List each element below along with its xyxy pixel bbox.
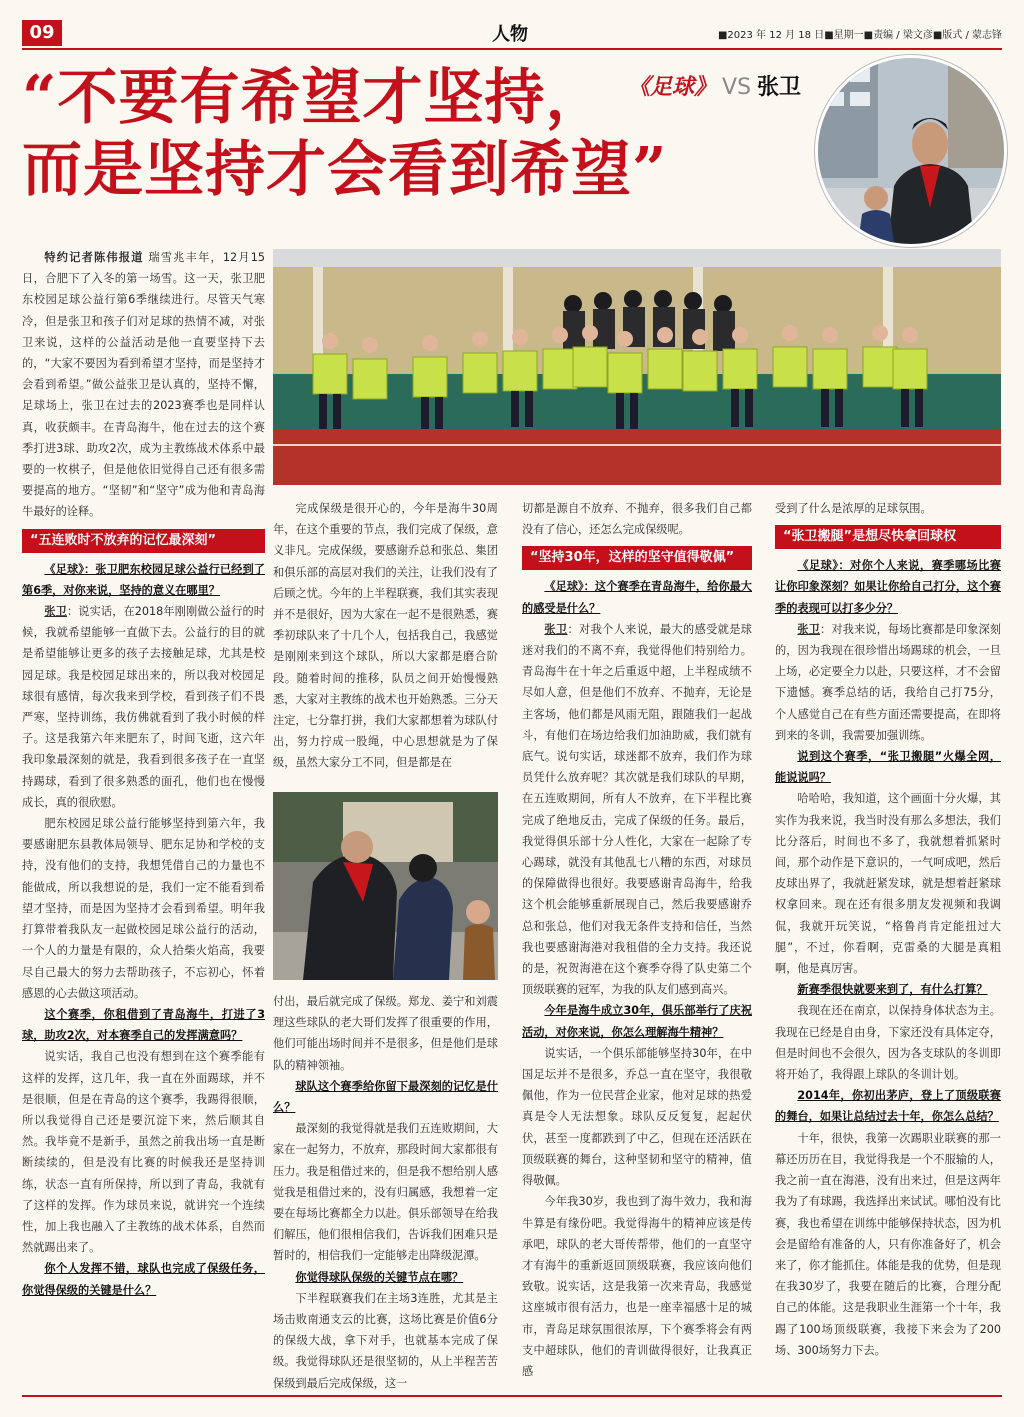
portrait-illustration xyxy=(818,58,1004,244)
article-column-4 xyxy=(775,498,1001,1361)
section-title: 人物 xyxy=(492,24,528,45)
answer-speaker: 张卫 xyxy=(44,605,67,619)
interviewee-name: 张卫 xyxy=(757,75,802,100)
question: 说到这个赛季，“张卫搬腿”火爆全网，能说说吗？ xyxy=(775,750,1001,785)
byline: 特约记者陈伟报道 xyxy=(44,251,144,264)
article-column-1 xyxy=(22,247,265,1301)
magazine-name: 《足球》 xyxy=(628,75,717,100)
answer-speaker: 张卫 xyxy=(797,622,821,636)
lead-paragraph xyxy=(22,247,265,523)
article-column-3 xyxy=(522,498,752,1382)
answer-paragraph xyxy=(22,601,265,813)
article-column-2b xyxy=(273,991,498,1394)
question: 2014年，你初出茅庐，登上了顶级联赛的舞台，如果让总结过去十年，你怎么总结？ xyxy=(775,1089,1001,1124)
answer-text: ：对我来说，每场比赛都是印象深刻的，因为我现在很珍惜出场踢球的机会，一旦上场，必定要全力以赴，只要这样，才不会留下遗憾。赛季总结的话，我给自己打75分，个人感觉自己在有些方面还需要提高，在即将到来的冬训，我需要加强训练。 xyxy=(775,622,1001,742)
question: 今年是海牛成立30年，俱乐部举行了庆祝活动，对你来说，你怎么理解海牛精神？ xyxy=(522,1004,752,1039)
question: 《足球》：这个赛季在青岛海牛，给你最大的感受是什么？ xyxy=(522,580,752,615)
issue-meta: ■2023 年 12 月 18 日■星期一■责编 / 梁文彦■版式 / 蒙志锋 xyxy=(717,30,1002,41)
interview-tag xyxy=(628,70,801,101)
paragraph: 哈哈哈，我知道，这个画面十分火爆，其实作为我来说，我当时没有那么多想法，我们比分落后，时间也不多了，我就想着抓紧时间，那个动作是下意识的，一气呵成吧，然后皮球出界了，我就赶紧发球，就是想着赶紧球权拿回来。现在还有很多朋友发视频和我调侃，我就开玩笑说，“格鲁肖肯定能扭过大腿”，不过，你看啊，克雷桑的大腿是真粗啊，他是真厉害。 xyxy=(775,792,1001,976)
subheading-2: “坚持30年，这样的坚守值得敬佩” xyxy=(522,546,752,570)
paragraph: 十年，很快，我第一次踢职业联赛的那一幕还历历在目，我觉得我是一个不服输的人，我之前一直在海港，没有出来过，但是这两年我为了有球踢，我选择出来试试。哪怕没有比赛，我也希望在训练中能够保持状态，因为机会是留给有准备的人，只有你准备好了，机会来了，你才能抓住。体能是我的优势，但是现在我30岁了，我要在随后的比赛，合理分配自己的体能。这是我职业生涯第一个十年，我踢了100场顶级联赛，我接下来会为了200场、300场努力下去。 xyxy=(775,1131,1001,1357)
answer-speaker: 张卫 xyxy=(544,622,568,636)
question: 这个赛季，你租借到了青岛海牛，打进了3球，助攻2次，对本赛季自己的发挥满意吗？ xyxy=(22,1007,265,1043)
answer-text: ：对我个人来说，最大的感受就是球迷对我们的不离不弃，我觉得他们特别给力。青岛海牛在十年之后重返中超，上半程成绩不尽如人意，但是他们不放弃、不抛弃，无论是主客场，他们都是风雨无阻，跟随我们一起战斗，有他们在场边给我们加油助威，我们就有底气。说句实话，球迷都不放弃，我们作为球员凭什么放弃呢？其次就是我们球队的早期，在五连败期间，所有人不放弃，在下半程比赛完成了绝地反击，完成了保级的任务。最后，我觉得俱乐部十分人性化，大家在一起除了专心踢球，就没有其他乱七八糟的东西，对球员的保障做得也很好。我要感谢青岛海牛，给我这个机会能够重新展现自己，然后我要感谢乔总和张总，他们对我无条件支持和信任，当然我也要感谢海港对我租借的全力支持。我还说的是，祝贺海港在这个赛季夺得了队史第二个顶级联赛的冠军，为我的队友们感到高兴。 xyxy=(522,622,752,997)
answer-paragraph xyxy=(775,619,1001,746)
question: 新赛季很快就要来到了，有什么打算？ xyxy=(797,983,988,997)
question: 你个人发挥不错，球队也完成了保级任务，你觉得保级的关键是什么？ xyxy=(22,1262,265,1297)
paragraph: 下半程联赛我们在主场3连胜，尤其是主场击败南通支云的比赛，这场比赛是价值6分的保级大战，拿下对手，也就基本完成了保级。我觉得球队还是很坚韧的，从上半程苦苦保级到最后完成保级，这一 xyxy=(273,1291,498,1390)
footer-rule xyxy=(22,1395,1002,1397)
paragraph: 付出，最后就完成了保级。郑龙、姜宁和刘震理这些球队的老大哥们发挥了很重要的作用，他们可能出场时间并不是很多，但是他们是球队的精神领袖。 xyxy=(273,995,498,1072)
paragraph: 最深刻的我觉得就是我们五连败期间，大家在一起努力，不放弃，那段时间大家都很有压力。我是租借过来的，但是我不想给别人感觉我是租借过来的，没有归属感，我想着一定要在每场比赛都全力以赴。俱乐部领导在给我们解压，他们很相信我们，告诉我们困难只是暂时的，相信我们一定能够走出降级泥潭。 xyxy=(273,1122,498,1263)
headline-line-1: “不要有希望才坚持， xyxy=(22,63,607,133)
question: 《足球》：张卫肥东校园足球公益行已经到了第6季，对你来说，坚持的意义在哪里？ xyxy=(22,562,265,597)
answer-text: ：说实话，在2018年刚刚做公益行的时候，我就希望能够一直做下去。公益行的目的就是希望能够让更多的孩子去接触足球，尤其是校园足球。我是校园足球出来的，所以我对校园足球很有感情，每次我来到学校，看到孩子们不畏严寒，坚持训练，我仿佛就看到了我小时候的样子。这是我第六年来肥东了，时间飞逝，这六年我印象最深刻的就是，我看到很多孩子在一直坚持踢球，看到了很多熟悉的面孔，他们也在慢慢成长，真的很欣慰。 xyxy=(22,605,265,809)
question: 球队这个赛季给你留下最深刻的记忆是什么？ xyxy=(273,1079,498,1115)
headline-line-2: 而是坚持才会看到希望” xyxy=(22,135,668,205)
group-photo xyxy=(273,249,1001,485)
answer-paragraph xyxy=(522,619,752,1001)
paragraph: 说实话，我自己也没有想到在这个赛季能有这样的发挥，这几年，我一直在外面踢球，并不是很顺，但是在青岛的这个赛季，我踢得很顺，所以我觉得自己还是要沉淀下来，然后顺其自然。我毕竟不是新手，虽然之前我出场一直是断断续续的，但是没有比赛的时候我还是坚持训练，状态一直有所保持，所以到了青岛，我就有了这样的发挥。作为球员来说，就讲究一个连续性，加上我也融入了主教练的战术体系，自然而然就踢出来了。 xyxy=(22,1050,265,1255)
subheading-1: “五连败时不放弃的记忆最深刻” xyxy=(22,529,265,553)
paragraph: 今年我30岁，我也到了海牛效力，我和海牛算是有缘份吧。我觉得海牛的精神应该是传承吧，球队的老大哥传帮带，他们的一直坚守才有海牛的重新返回顶级联赛，我应该向他们致敬。说实话，这是我第一次来青岛，我感觉这座城市很有活力，也是一座幸福感十足的城市，青岛足球氛围很浓厚，下个赛季将会有两支中超球队，他们的青训做得很好，让我真正感 xyxy=(522,1195,752,1378)
page-number: 09 xyxy=(22,20,62,46)
paragraph: 说实话，一个俱乐部能够坚持30年，在中国足坛并不是很多，乔总一直在坚守，我很敬佩他，作为一位民营企业家，他对足球的热爱真是令人无法想象。球队反反复复，起起伏伏，甚至一度都跌到了中乙，但现在还活跃在顶级联赛的舞台，这种坚韧和坚守的精神，值得敬佩。 xyxy=(522,1046,752,1188)
question: 《足球》：对你个人来说，赛季哪场比赛让你印象深刻？如果让你给自己打分，这个赛季的表现可以打多少分？ xyxy=(775,559,1001,615)
paragraph: 切都是源自不放弃、不抛弃，很多我们自己都没有了信心，还怎么完成保级呢。 xyxy=(522,502,752,537)
handshake-photo-illustration xyxy=(273,792,498,980)
paragraph: 受到了什么是浓厚的足球氛围。 xyxy=(775,502,932,515)
paragraph: 我现在还在南京，以保持身体状态为主。我现在已经是自由身，下家还没有具体定夺，但是时间也不会很久，因为各支球队的冬训即将开始了，我得跟上球队的冬训计划。 xyxy=(775,1004,1001,1082)
lead-text: 瑞雪兆丰年，12月15日，合肥下了入冬的第一场雪。这一天，张卫肥东校园足球公益行第6季继续进行。尽管天气寒冷，但是张卫和孩子们对足球的热情不减，对张卫来说，这样的公益活动是他一直要坚持下去的，“大家不要因为看到希望才坚持，而是坚持才会看到希望。”做公益张卫是认真的，坚持不懈，足球场上，张卫在过去的2023赛季也是同样认真，收获颇丰。在青岛海牛，他在过去的这个赛季打进3球、助攻2次，成为主教练战术体系中最要的一枚棋子，但是他依旧觉得自己还有很多需要提高的地方。“坚韧”和“坚守”成为他和青岛海牛最好的诠释。 xyxy=(22,251,265,519)
group-photo-illustration xyxy=(273,249,1001,485)
portrait-photo xyxy=(815,55,1007,247)
vs-label: VS xyxy=(722,75,752,100)
page-header xyxy=(22,18,1002,50)
handshake-photo xyxy=(273,792,498,980)
paragraph: 完成保级是很开心的，今年是海牛30周年，在这个重要的节点，我们完成了保级，意义非凡。完成保级，要感谢乔总和张总、集团和俱乐部的高层对我们的关注，让我们没有了后顾之忧。今年的上半程联赛，我们其实表现并不是很好，因为大家在一起不是很熟悉，赛季初球队来了十几个人，包括我自己，我感觉是刚刚来到这个球队，所以大家都是磨合阶段。随着时间的推移，队员之间开始慢慢熟悉，大家对主教练的战术也开始熟悉。三分天注定，七分靠打拼，我们大家都想着为球队付出，努力拧成一股绳，中心思想就是为了保级，虽然大家分工不同，但是都是在 xyxy=(273,502,498,770)
subheading-3: “张卫搬腿”是想尽快拿回球权 xyxy=(775,525,1001,549)
paragraph: 肥东校园足球公益行能够坚持到第六年，我要感谢肥东县教体局领导、肥东足协和学校的支持，没有他们的支持，我想凭借自己的力量也不能做成，所以我想说的是，我们一定不能看到希望才坚持，而是因为坚持才会看到希望。明年我打算带着我队友一起做校园足球公益行的活动，一个人的力量是有限的，众人拾柴火焰高，我要尽自己最大的努力去帮助孩子，不忘初心，怀着感恩的心去做这项活动。 xyxy=(22,817,265,1000)
question: 你觉得球队保级的关键节点在哪？ xyxy=(295,1270,464,1284)
article-column-2 xyxy=(273,498,498,774)
